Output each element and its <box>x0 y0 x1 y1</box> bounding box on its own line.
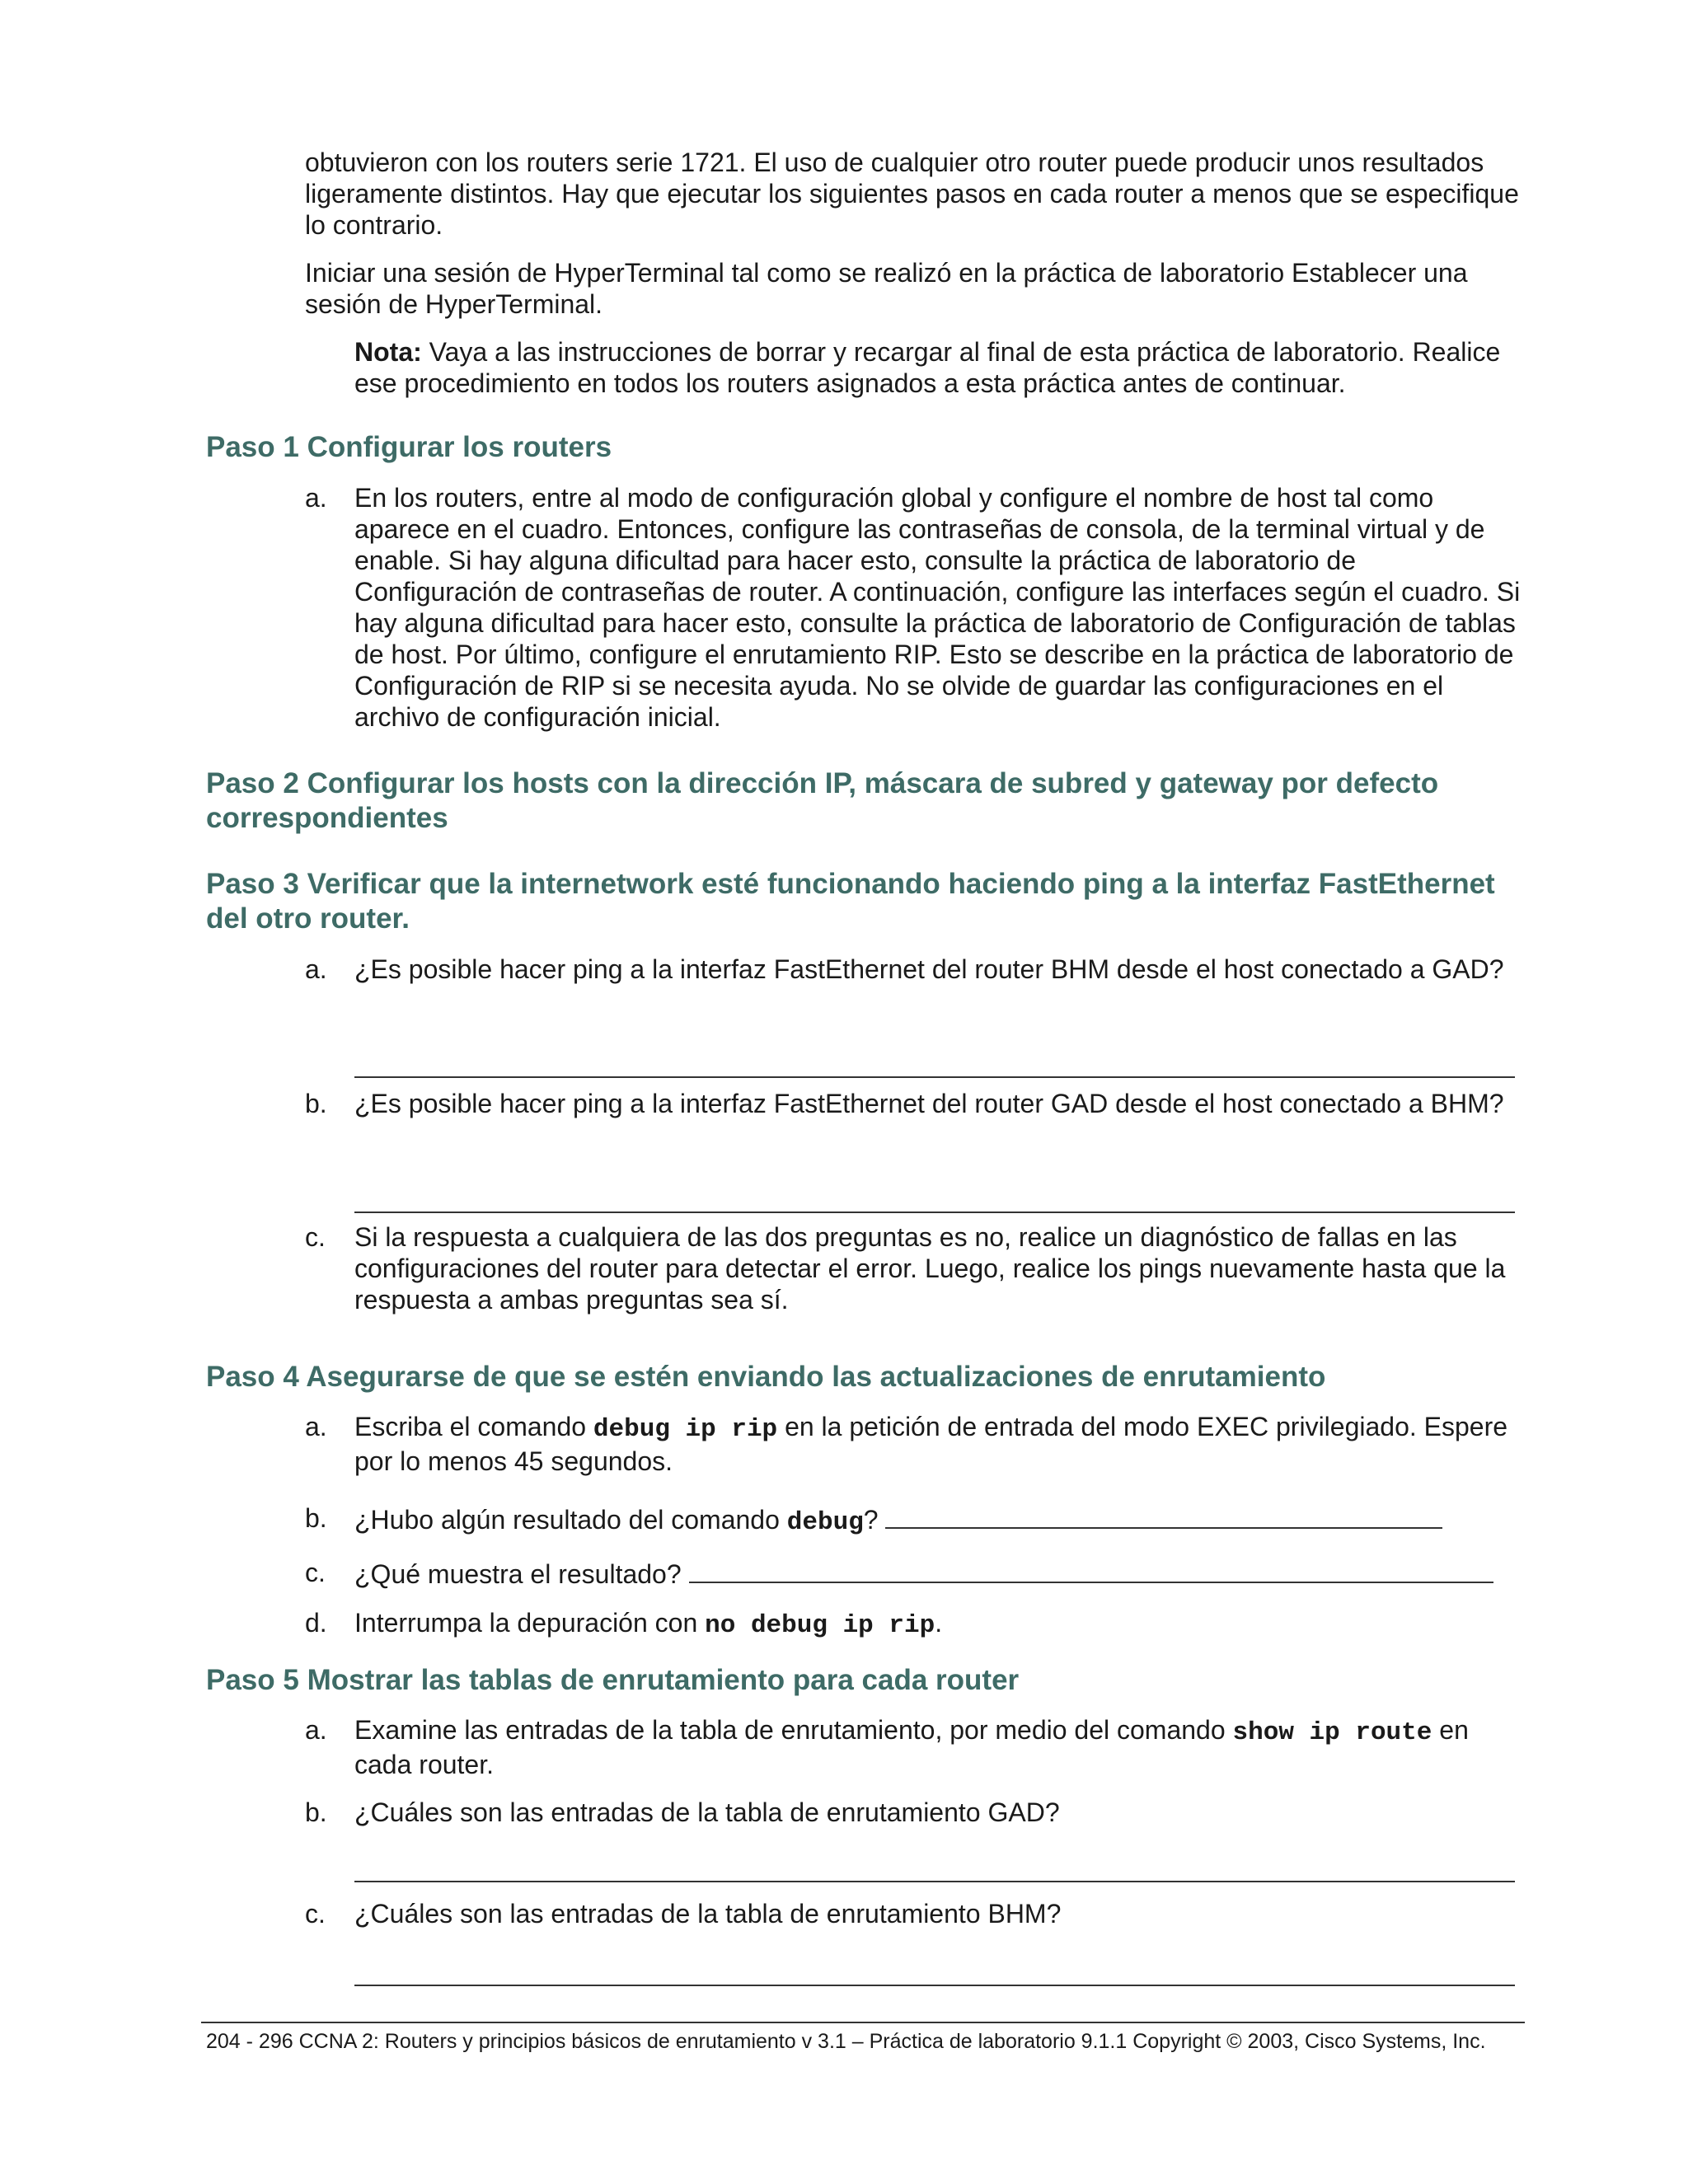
note-label: Nota: <box>354 337 422 367</box>
item-text: ¿Cuáles son las entradas de la tabla de enrutamiento GAD? <box>354 1797 1060 1827</box>
item-letter: b. <box>305 1797 327 1827</box>
item-letter: d. <box>305 1608 327 1638</box>
step1-heading: Paso 1 Configurar los routers <box>206 431 612 463</box>
item-letter: a. <box>305 1412 327 1441</box>
item-text: ¿Es posible hacer ping a la interfaz FastEthernet del router GAD desde el host conectado a BHM? <box>354 1089 1504 1118</box>
item-text: Si la respuesta a cualquiera de las dos preguntas es no, realice un diagnóstico de fallas en las configuraciones del router para detectar el error. Luego, realice los pings nuevamente hasta que la respuesta a ambas preguntas sea sí. <box>354 1222 1506 1315</box>
item-text: ¿Cuáles son las entradas de la tabla de enrutamiento BHM? <box>354 1899 1062 1929</box>
command-debug: debug <box>786 1508 864 1537</box>
answer-line-5b[interactable] <box>354 1881 1515 1882</box>
answer-line-4b[interactable] <box>885 1502 1442 1529</box>
item-letter: b. <box>305 1503 327 1533</box>
item-text: Examine las entradas de la tabla de enrutamiento, por medio del comando show ip route en cada router. <box>354 1715 1469 1779</box>
answer-line-3a[interactable] <box>354 1076 1515 1078</box>
intro-paragraph-2: Iniciar una sesión de HyperTerminal tal como se realizó en la práctica de laboratorio Establecer una sesión de HyperTerminal. <box>305 258 1468 319</box>
command-show-ip-route: show ip route <box>1232 1718 1432 1747</box>
item-letter: c. <box>305 1899 326 1929</box>
item-letter: c. <box>305 1558 326 1587</box>
item-text: ¿Qué muestra el resultado? <box>354 1557 1525 1590</box>
answer-line-4c[interactable] <box>689 1557 1493 1583</box>
step3-heading: Paso 3 Verificar que la internetwork esté funcionando haciendo ping a la interfaz FastEthernet del otro router. <box>206 868 1495 935</box>
item-text: En los routers, entre al modo de configuración global y configure el nombre de host tal como aparece en el cuadro. Entonces, configure las contraseñas de consola, de la terminal virtual y de enable. Si hay alguna dificultad para hacer esto, consulte la práctica de laboratorio de Configuración de contraseñas de router. A continuación, configure las interfaces según el cuadro. Si hay alguna dificultad para hacer esto, consulte la práctica de laboratorio de Configuración de tablas de host. Por último, configure el enrutamiento RIP. Esto se describe en la práctica de laboratorio de Configuración de RIP si se necesita ayuda. No se olvide de guardar las configuraciones en el archivo de configuración inicial. <box>354 483 1521 732</box>
item-text: Escriba el comando debug ip rip en la petición de entrada del modo EXEC privilegiado. Espere por lo menos 45 segundos. <box>354 1412 1508 1476</box>
page-footer: 204 - 296 CCNA 2: Routers y principios básicos de enrutamiento v 3.1 – Práctica de laboratorio 9.1.1 Copyright © 2003, Cisco Systems, Inc. <box>206 2030 1486 2053</box>
item-letter: b. <box>305 1089 327 1118</box>
item-text: Interrumpa la depuración con no debug ip rip. <box>354 1608 943 1640</box>
step2-heading: Paso 2 Configurar los hosts con la dirección IP, máscara de subred y gateway por defecto correspondientes <box>206 767 1439 834</box>
command-debug-ip-rip: debug ip rip <box>593 1415 778 1444</box>
footer-divider <box>201 2022 1525 2023</box>
item-letter: a. <box>305 954 327 984</box>
item-text: ¿Es posible hacer ping a la interfaz FastEthernet del router BHM desde el host conectado a GAD? <box>354 954 1504 984</box>
item-letter: c. <box>305 1222 326 1252</box>
note-paragraph <box>354 336 1525 399</box>
answer-line-3b[interactable] <box>354 1212 1515 1213</box>
command-no-debug-ip-rip: no debug ip rip <box>705 1611 935 1640</box>
note-text: Vaya a las instrucciones de borrar y recargar al final de esta práctica de laboratorio. Realice ese procedimiento en todos los routers asignados a esta práctica antes de continuar. <box>354 337 1501 398</box>
item-letter: a. <box>305 483 327 513</box>
intro-paragraph-1: obtuvieron con los routers serie 1721. El uso de cualquier otro router puede producir unos resultados ligeramente distintos. Hay que ejecutar los siguientes pasos en cada router a menos que se especifique lo contrario. <box>305 148 1519 240</box>
answer-line-5c[interactable] <box>354 1985 1515 1986</box>
step5-heading: Paso 5 Mostrar las tablas de enrutamiento para cada router <box>206 1664 1020 1696</box>
step4-heading: Paso 4 Asegurarse de que se estén enviando las actualizaciones de enrutamiento <box>206 1361 1326 1393</box>
item-text: ¿Hubo algún resultado del comando debug? <box>354 1502 1525 1539</box>
item-letter: a. <box>305 1715 327 1745</box>
